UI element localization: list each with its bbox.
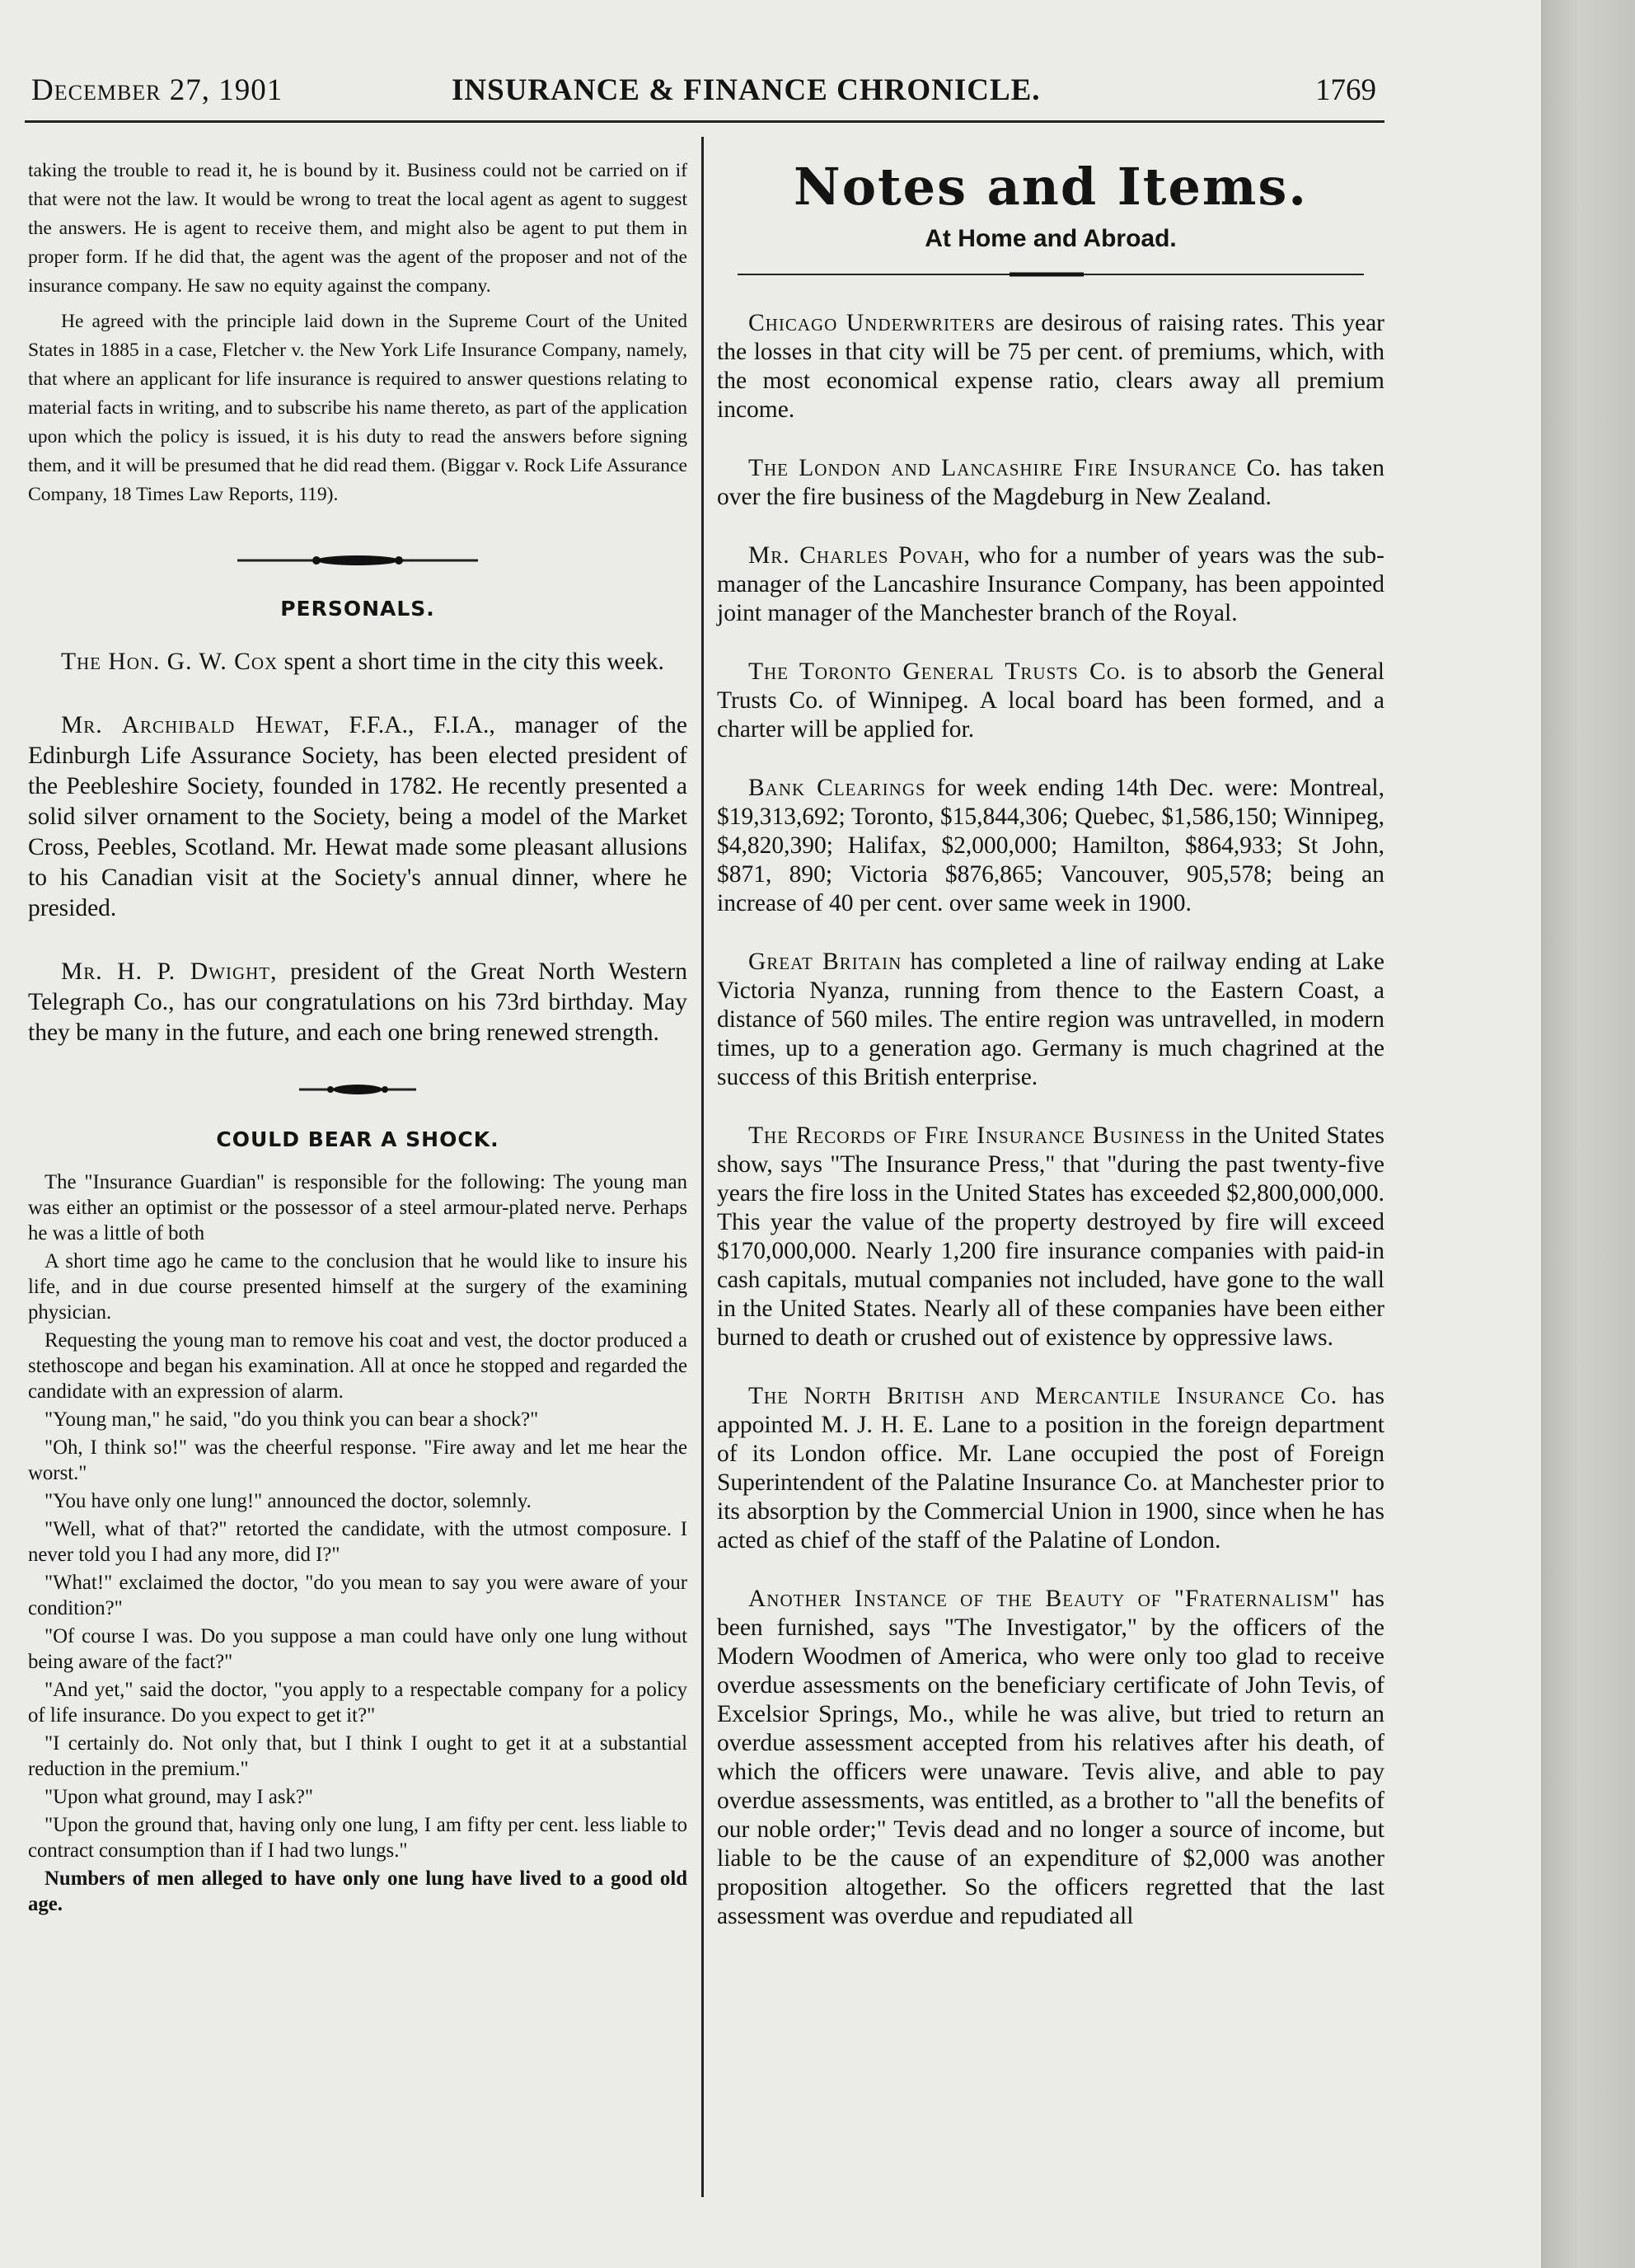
story-paragraph: "You have only one lung!" announced the doctor, solemnly. (45, 1490, 532, 1512)
personal-text: , F.F.A., F.I.A., manager of the Edinburgh Life Assurance Society, has been elected president of the Peebleshire Society, founded in 1782. He recently presented a solid silver ornament to the Society, being a model of the Market Cross, Peebles, Scotland. Mr. Hewat made some pleasant allusions to his Canadian visit at the Society's annual dinner, where he presided. (28, 712, 687, 921)
continued-article (28, 157, 687, 509)
story-paragraph: "What!" exclaimed the doctor, "do you mean to say you were aware of your condition?" (28, 1572, 687, 1619)
note-text: are desirous of raising rates. This year the losses in that city will be 75 per cent. of premiums, which, with the most economical expense ratio, clears away all premium income. (717, 310, 1384, 423)
note-text: has appointed M. J. H. E. Lane to a position in the foreign department of its London office. Mr. Lane occupied the post of Foreign Superintendent of the Palatine Insurance Co. at Manchester prior to its absorption by the Commercial Union in 1900, since when he has acted as chief of the staff of the Palatine of London. (717, 1383, 1384, 1553)
note-lead: The North British and Mercantile Insurance Co. (748, 1383, 1338, 1409)
note-text: is to absorb the General Trusts Co. of Winnipeg. A local board has been formed, and a charter will be applied for. (717, 658, 1384, 743)
ornament-divider (234, 552, 481, 569)
note-lead: Chicago Underwriters (748, 310, 996, 336)
personals-section (28, 647, 687, 1048)
shock-heading: COULD BEAR A SHOCK. (216, 1127, 499, 1151)
shock-story (28, 1169, 687, 1917)
note-item (717, 658, 1384, 744)
continued-paragraph: taking the trouble to read it, he is bound by it. Business could not be carried on if that were not the law. It would be wrong to treat the local agent as agent to suggest the answers. He is agent to receive them, and might also be agent to put them in proper form. If he did that, the agent was the agent of the proposer and not of the insurance company. He saw no equity against the company. (28, 160, 687, 297)
column-rule (701, 137, 704, 2197)
personal-lead: Mr. Archibald Hewat (61, 712, 324, 738)
notes-subtitle: At Home and Abroad. (925, 225, 1177, 252)
personal-text: spent a short time in the city this week. (278, 649, 664, 675)
note-item (717, 541, 1384, 628)
story-paragraph: "Of course I was. Do you suppose a man could have only one lung without being aware of the fact?" (28, 1625, 687, 1673)
note-item (717, 454, 1384, 512)
header-title: INSURANCE & FINANCE CHRONICLE. (452, 73, 1041, 107)
story-paragraph: "Upon what ground, may I ask?" (45, 1786, 314, 1808)
story-paragraph: Requesting the young man to remove his coat and vest, the doctor produced a stethoscope and began his examination. All at once he stopped and regarded the candidate with an expression of alarm. (28, 1329, 687, 1403)
notes-title: Notes and Items. (794, 157, 1308, 217)
note-lead: The Records of Fire Insurance Business (748, 1122, 1186, 1149)
note-item (717, 774, 1384, 918)
note-item (717, 1122, 1384, 1352)
story-paragraph: "Upon the ground that, having only one lung, I am fifty per cent. less liable to contract consumption than if I had two lungs." (28, 1814, 687, 1862)
note-text: for week ending 14th Dec. were: Montreal, $19,313,692; Toronto, $15,844,306; Quebec, $1,586,150; Winnipeg, $4,820,390; Halifax, $2,000,000; Hamilton, $864,933; St John, $871, 890; Victoria $876,865; Vancouver, 905,578; being an increase of 40 per cent. over same week in 1900. (717, 775, 1384, 916)
story-paragraph: Numbers of men alleged to have only one lung have lived to a good old age. (28, 1867, 687, 1915)
header-rule (25, 120, 1384, 123)
note-text: has been furnished, says "The Investigator," by the officers of the Modern Woodmen of America, who were only too glad to receive overdue assessments on the beneficiary certificate of John Tevis, of Excelsior Springs, Mo., while he was alive, but tried to return an overdue assessment accepted from his relatives after his death, of which the officers were unaware. Tevis alive, and able to pay overdue assessments, was entitled, as a brother to "all the benefits of our noble order;" Tevis dead and no longer a source of income, but liable to be the cause of an expenditure of $2,000 was another proposition altogether. So the officers regretted that the last assessment was overdue and repudiated all (717, 1586, 1384, 1929)
note-item (717, 1585, 1384, 1931)
page-edge (1541, 0, 1635, 2268)
note-text: in the United States show, says "The Insurance Press," that "during the past twenty-five years the fire loss in the United States has exceeded $2,800,000,000. This year the value of the property destroyed by fire will exceed $170,000,000. Nearly 1,200 fire insurance companies with paid-in cash capitals, mutual companies not included, have gone to the wall in the United States. Nearly all of these companies have been either burned to death or crushed out of existence by oppressive laws. (717, 1122, 1384, 1351)
note-lead: Another Instance of the Beauty of "Fraternalism" (748, 1586, 1341, 1612)
notes-list (717, 309, 1384, 1931)
story-paragraph: "I certainly do. Not only that, but I think I ought to get it at a substantial reduction in the premium." (28, 1732, 687, 1780)
right-column (717, 157, 1384, 1961)
ornament-divider (296, 1081, 419, 1098)
personal-text: , president of the Great North Western Telegraph Co., has our congratulations on his 73rd birthday. May they be many in the future, and each one bring renewed strength. (28, 958, 687, 1046)
story-paragraph: "And yet," said the doctor, "you apply to a respectable company for a policy of life insurance. Do you expect to get it?" (28, 1679, 687, 1727)
note-item (717, 948, 1384, 1092)
note-text: has completed a line of railway ending at Lake Victoria Nyanza, running from thence to the Eastern Coast, a distance of 560 miles. The entire region was untravelled, in modern times, up to a generation ago. Germany is much chagrined at the success of this British enterprise. (717, 949, 1384, 1090)
header-date: December 27, 1901 (31, 73, 283, 107)
note-lead: The London and Lancashire Fire Insurance (748, 455, 1238, 481)
personal-item (28, 647, 687, 677)
personal-item (28, 957, 687, 1048)
note-lead: Mr. Charles Povah (748, 542, 964, 569)
note-lead: Great Britain (748, 949, 902, 975)
personals-heading: PERSONALS. (280, 597, 435, 621)
story-paragraph: "Oh, I think so!" was the cheerful response. "Fire away and let me hear the worst." (28, 1436, 687, 1484)
personal-lead: The Hon. G. W. Cox (61, 649, 279, 675)
personal-item (28, 710, 687, 924)
left-column (28, 157, 687, 1919)
story-paragraph: "Young man," he said, "do you think you can bear a shock?" (45, 1408, 539, 1431)
note-text: , who for a number of years was the sub-manager of the Lancashire Insurance Company, has been appointed joint manager of the Manchester branch of the Royal. (717, 542, 1384, 626)
section-rule (738, 269, 1364, 279)
story-paragraph: A short time ago he came to the conclusion that he would like to insure his life, and in due course presented himself at the surgery of the examining physician. (28, 1250, 687, 1324)
story-paragraph: The "Insurance Guardian" is responsible for the following: The young man was either an optimist or the possessor of a steel armour-plated nerve. Perhaps he was a little of both (28, 1171, 687, 1244)
note-text: Co. has taken over the fire business of the Magdeburg in New Zealand. (717, 455, 1385, 510)
continued-paragraph: He agreed with the principle laid down in the Supreme Court of the United States in 1885 in a case, Fletcher v. the New York Life Insurance Company, namely, that where an applicant for life insurance is required to answer questions relating to material facts in writing, and to subscribe his name thereto, as part of the application upon which the policy is issued, it is his duty to read the answers before signing them, and it will be presumed that he did read them. (Biggar v. Rock Life Assurance Company, 18 Times Law Reports, 119). (28, 311, 687, 505)
note-item (717, 309, 1384, 424)
note-lead: Bank Clearings (748, 775, 926, 801)
page-header (31, 73, 1376, 114)
header-page-number: 1769 (1315, 73, 1376, 107)
personal-lead: Mr. H. P. Dwight (61, 958, 271, 985)
note-item (717, 1382, 1384, 1555)
story-paragraph: "Well, what of that?" retorted the candidate, with the utmost composure. I never told you I had any more, did I?" (28, 1518, 687, 1566)
note-lead: The Toronto General Trusts Co. (748, 658, 1127, 685)
